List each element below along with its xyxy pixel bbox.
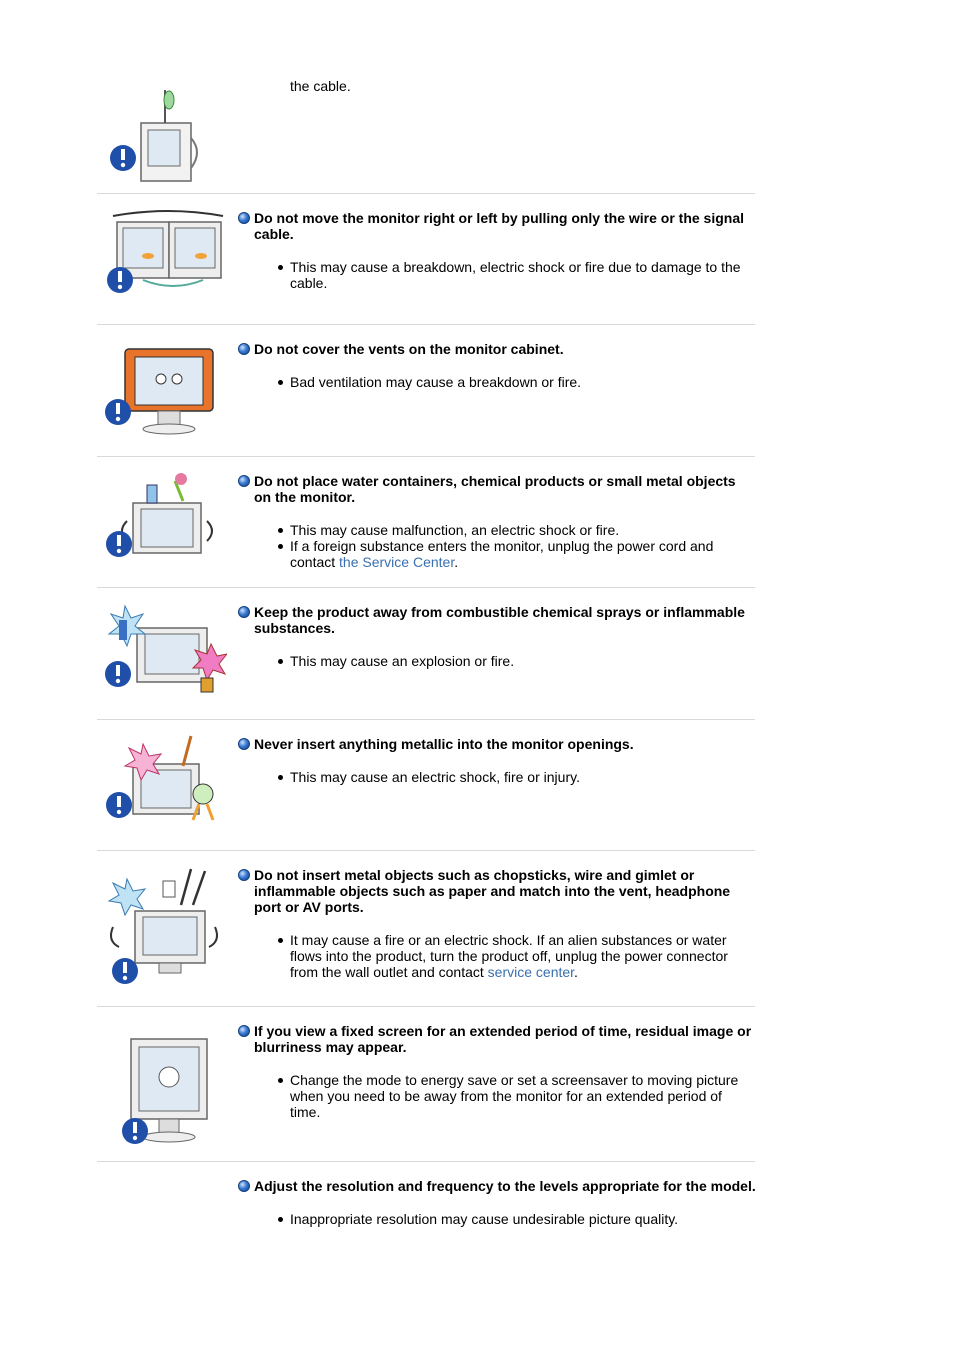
objects-on-monitor-illustration [103,471,225,571]
bullet-list [238,932,756,980]
section-text [238,604,756,669]
exclamation-warning-icon [107,267,133,293]
exclamation-warning-icon [106,531,132,557]
exclamation-warning-icon [105,399,131,425]
section-heading: Do not move the monitor right or left by pulling only the wire or the signal cable. [238,210,756,242]
blue-bullet-icon [238,738,250,750]
section-text [238,867,756,980]
list-item: This may cause an explosion or fire. [238,653,756,669]
bullet-list [238,769,756,785]
list-item: If a foreign substance enters the monitor, unplug the power cord and contact the Service Center. [238,538,756,570]
blue-bullet-icon [238,1180,250,1192]
monitor-cable-illustration [103,78,213,188]
list-item: Bad ventilation may cause a breakdown or fire. [238,374,756,390]
section-vents [97,325,755,456]
section-text [238,473,756,570]
blue-bullet-icon [238,1025,250,1037]
monitor-pulling-cable-illustration [103,208,231,308]
section-pull-cable [97,194,755,324]
section-text [238,1023,756,1120]
section-text [238,210,756,291]
residual-image-illustration [103,1033,223,1153]
exclamation-warning-icon [110,145,136,171]
exclamation-warning-icon [122,1118,148,1144]
section-heading: Do not insert metal objects such as chopsticks, wire and gimlet or inflammable objects such as paper and match into the vent, headphone port or AV ports. [238,867,756,915]
section-metallic-openings [97,720,755,850]
section-resolution [97,1162,755,1262]
exclamation-warning-icon [112,958,138,984]
blue-bullet-icon [238,212,250,224]
list-item: This may cause malfunction, an electric shock or fire. [238,522,756,538]
section-heading: Do not cover the vents on the monitor cabinet. [238,341,756,357]
section-water-containers [97,457,755,587]
blue-bullet-icon [238,869,250,881]
top-fragment-text: the cable. [290,78,351,94]
section-text [238,736,756,785]
section-heading: Do not place water containers, chemical products or small metal objects on the monitor. [238,473,756,505]
section-heading: If you view a fixed screen for an extended period of time, residual image or blurriness may appear. [238,1023,756,1055]
section-heading: Keep the product away from combustible chemical sprays or inflammable substances. [238,604,756,636]
metallic-object-insert-illustration [103,734,223,834]
combustible-sprays-illustration [103,604,227,704]
bullet-list [238,374,756,390]
section-metal-objects-ports [97,851,755,1006]
list-item: Inappropriate resolution may cause undesirable picture quality. [238,1211,756,1227]
blue-bullet-icon [238,475,250,487]
blue-bullet-icon [238,343,250,355]
section-text [238,1178,756,1227]
bullet-list [238,1072,756,1120]
chopsticks-wire-illustration [103,867,227,985]
section-heading: Adjust the resolution and frequency to the levels appropriate for the model. [238,1178,756,1194]
bullet-list [238,653,756,669]
bullet-list [238,259,756,291]
exclamation-warning-icon [106,792,132,818]
section-heading: Never insert anything metallic into the monitor openings. [238,736,756,752]
covered-vents-illustration [103,343,223,443]
exclamation-warning-icon [105,661,131,687]
bullet-list [238,522,756,570]
section-fixed-screen [97,1007,755,1161]
service-center-link[interactable]: service center [487,964,575,980]
list-item: It may cause a fire or an electric shock. If an alien substances or water flows into the product, turn the product off, unplug the power connector from the wall outlet and contact service center. [238,932,756,980]
list-item: This may cause a breakdown, electric shock or fire due to damage to the cable. [238,259,756,291]
blue-bullet-icon [238,606,250,618]
bullet-list [238,1211,756,1227]
section-combustible [97,588,755,719]
section-top [97,70,755,192]
section-text [238,341,756,390]
list-item: This may cause an electric shock, fire or injury. [238,769,756,785]
list-item: Change the mode to energy save or set a screensaver to moving picture when you need to be away from the monitor for an extended period of time. [238,1072,756,1120]
service-center-link[interactable]: the Service Center [339,554,455,570]
